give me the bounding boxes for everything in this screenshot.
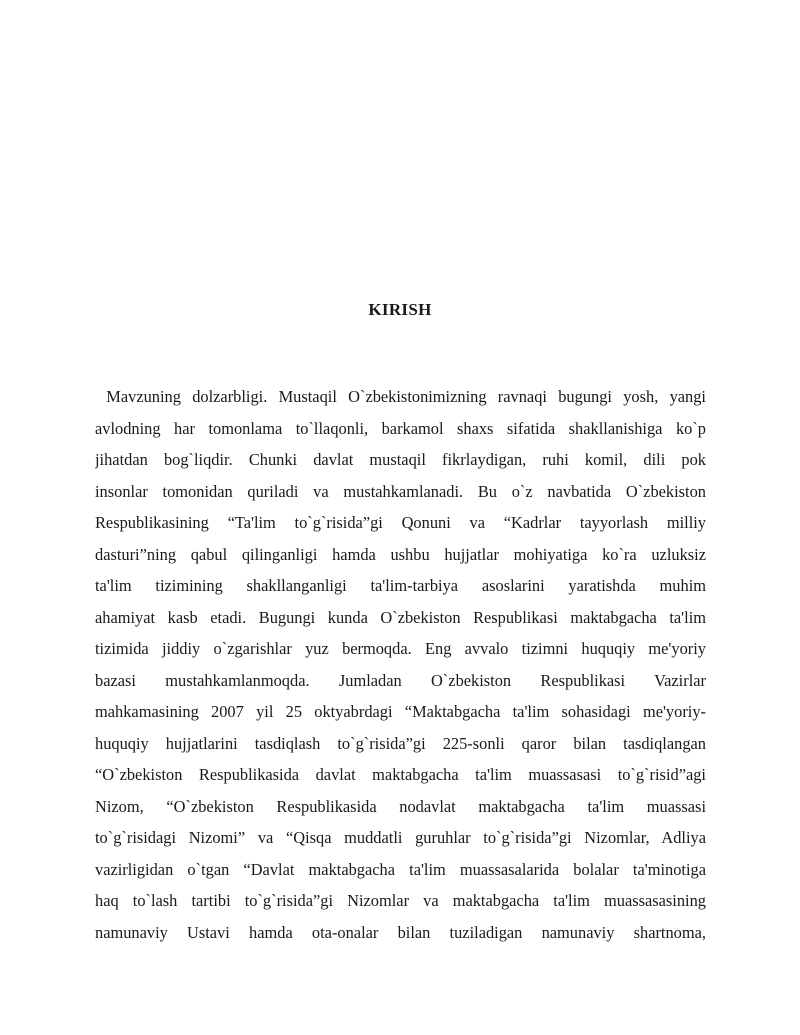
paragraph-line: Respublikasining “Ta'lim to`g`risida”gi Qonuni va “Kadrlar tayyorlash milliy bbox=[95, 513, 706, 532]
section-heading: KIRISH bbox=[368, 300, 432, 319]
paragraph-line: dasturi”ning qabul qilinganligi hamda ushbu hujjatlar mohiyatiga ko`ra uzluksiz bbox=[95, 544, 706, 564]
paragraph-line: haq to`lash tartibi to`g`risida”gi Nizomlar va maktabgacha ta'lim muassasasining bbox=[95, 891, 706, 910]
paragraph-line: mahkamasining 2007 yil 25 oktyabrdagi “Maktabgacha ta'lim sohasidagi me'yoriy- bbox=[95, 702, 706, 721]
paragraph-line: huquqiy hujjatlarini tasdiqlash to`g`risida”gi 225-sonli qaror bilan tasdiqlangan bbox=[95, 733, 706, 753]
paragraph-line: to`g`risidagi Nizomi” va “Qisqa muddatli guruhlar to`g`risida”gi Nizomlar, Adliya bbox=[95, 828, 706, 847]
paragraph-line: ahamiyat kasb etadi. Bugungi kunda O`zbekiston Respublikasi maktabgacha ta'lim bbox=[95, 607, 706, 627]
paragraph-line: tizimida jiddiy o`zgarishlar yuz bermoqda. Eng avvalo tizimni huquqiy me'yoriy bbox=[95, 639, 706, 658]
body-paragraph bbox=[95, 381, 706, 948]
paragraph-line: ta'lim tizimining shakllanganligi ta'lim-tarbiya asoslarini yaratishda muhim bbox=[95, 576, 706, 595]
paragraph-line: Nizom, “O`zbekiston Respublikasida nodavlat maktabgacha ta'lim muassasi bbox=[95, 796, 706, 816]
paragraph-line: vazirligidan o`tgan “Davlat maktabgacha ta'lim muassasalarida bolalar ta'minotiga bbox=[95, 859, 706, 879]
paragraph-line: namunaviy Ustavi hamda ota-onalar bilan tuziladigan namunaviy shartnoma, bbox=[95, 922, 706, 942]
paragraph-line: insonlar tomonidan quriladi va mustahkamlanadi. Bu o`z navbatida O`zbekiston bbox=[95, 481, 706, 501]
paragraph-line: bazasi mustahkamlanmoqda. Jumladan O`zbekiston Respublikasi Vazirlar bbox=[95, 670, 706, 690]
paragraph-line: avlodning har tomonlama to`llaqonli, barkamol shaxs sifatida shakllanishiga ko`p bbox=[95, 418, 706, 438]
paragraph-line: “O`zbekiston Respublikasida davlat maktabgacha ta'lim muassasasi to`g`risid”agi bbox=[95, 765, 706, 784]
paragraph-line: Mavzuning dolzarbligi. Mustaqil O`zbekistonimizning ravnaqi bugungi yosh, yangi bbox=[95, 387, 706, 406]
paragraph-line: jihatdan bog`liqdir. Chunki davlat mustaqil fikrlaydigan, ruhi komil, dili pok bbox=[95, 450, 706, 469]
